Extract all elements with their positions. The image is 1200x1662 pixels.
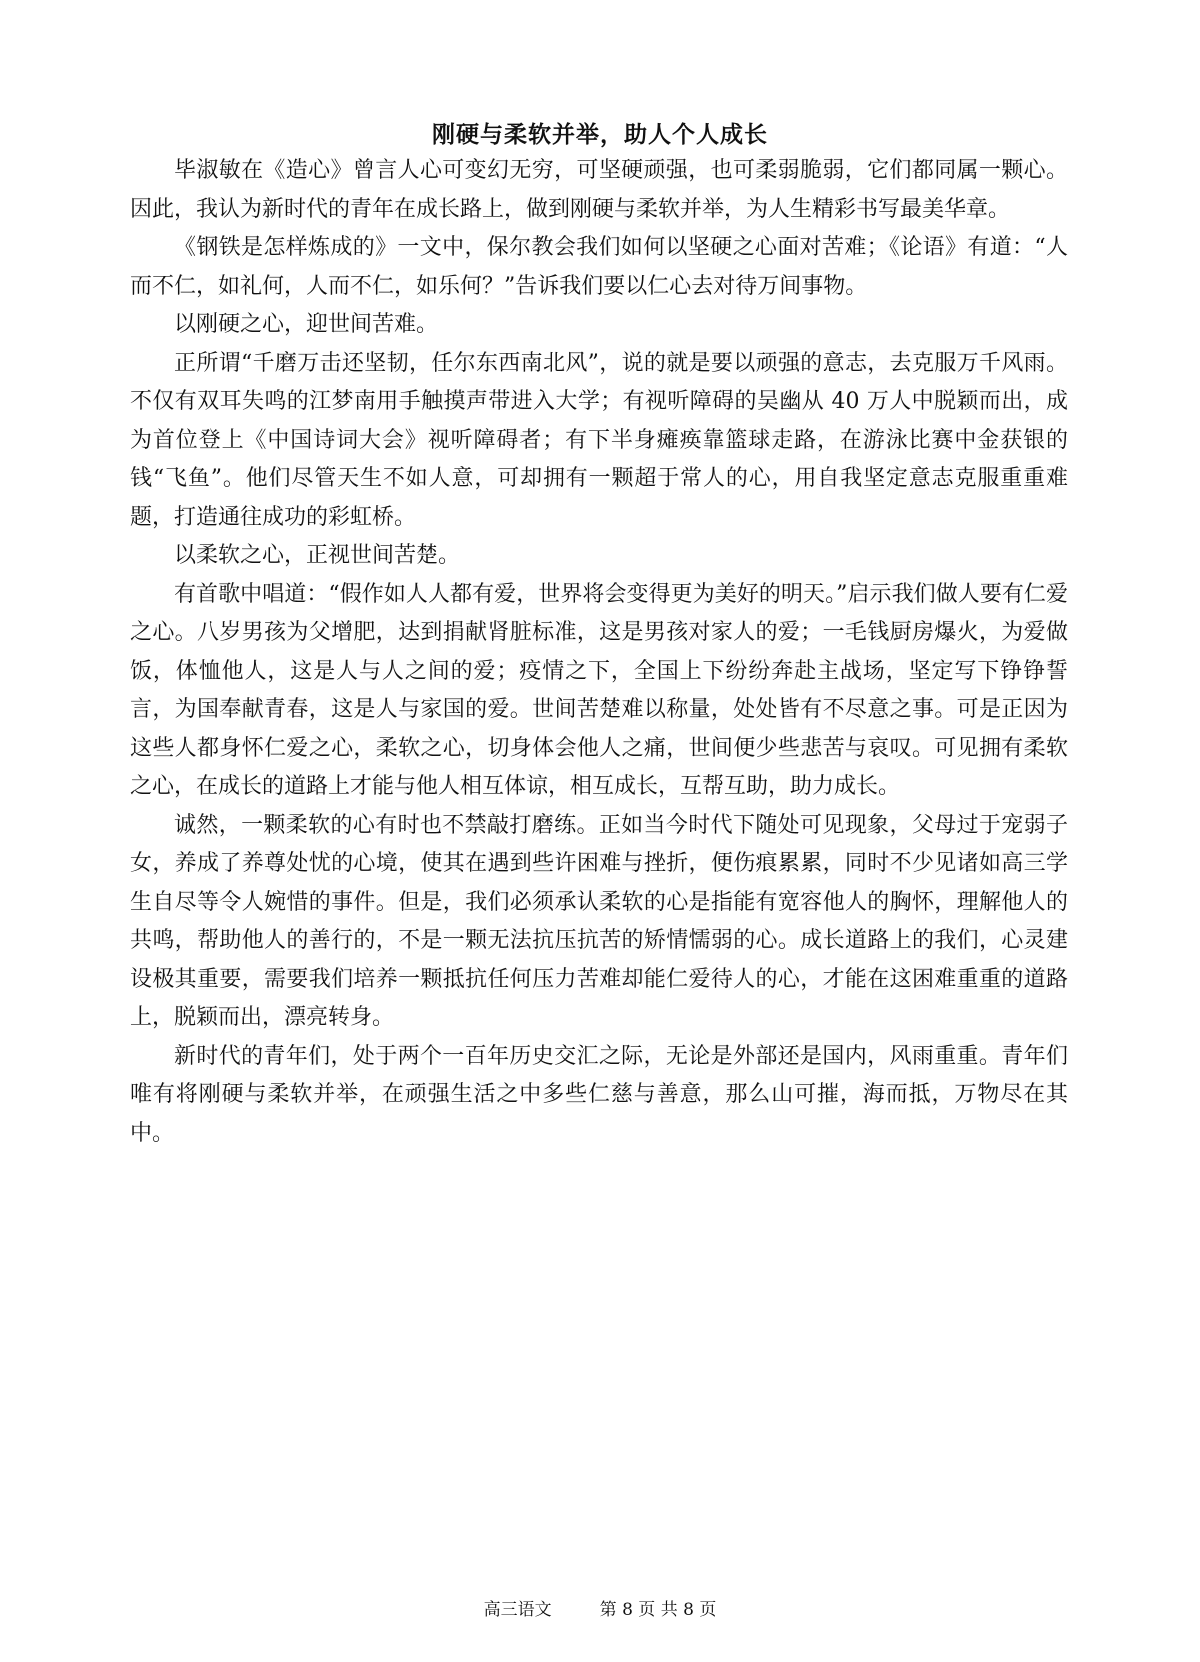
paragraph: 以刚硬之心，迎世间苦难。 [174, 312, 439, 337]
paragraph: 正所谓“千磨万击还坚韧，任尔东西南北风”，说的就是要以顽强的意志，去克服万千风雨。不仅有双耳失鸣的江梦南用手触摸声带进入大学；有视听障碍的吴幽从 40 万人中脱颖而出，成为首位登上《中国诗词大会》视听障碍者；有下半身瘫痪靠篮球走路，在游泳比赛中金获银的钱“飞鱼”。他们尽管天生不如人意，可却拥有一颗超于常人的心，用自我坚定意志克服重重难题，打造通往成功的彩虹桥。 [130, 350, 1068, 530]
paragraph: 毕淑敏在《造心》曾言人心可变幻无穷，可坚硬顽强，也可柔弱脆弱，它们都同属一颗心。因此，我认为新时代的青年在成长路上，做到刚硬与柔软并举，为人生精彩书写最美华章。 [130, 158, 1068, 222]
essay-title: 刚硬与柔软并举，助人个人成长 [432, 121, 768, 148]
paragraph: 《钢铁是怎样炼成的》一文中，保尔教会我们如何以坚硬之心面对苦难；《论语》有道：“人而不仁，如礼何，人而不仁，如乐何？”告诉我们要以仁心去对待万间事物。 [130, 235, 1068, 299]
paragraph: 有首歌中唱道：“假作如人人都有爱，世界将会变得更为美好的明天。”启示我们做人要有仁爱之心。八岁男孩为父增肥，达到捐献肾脏标准，这是男孩对家人的爱；一毛钱厨房爆火，为爱做饭，体恤他人，这是人与人之间的爱；疫情之下，全国上下纷纷奔赴主战场，坚定写下铮铮誓言，为国奉献青春，这是人与家国的爱。世间苦楚难以称量，处处皆有不尽意之事。可是正因为这些人都身怀仁爱之心，柔软之心，切身体会他人之痛，世间便少些悲苦与哀叹。可见拥有柔软之心，在成长的道路上才能与他人相互体谅，相互成长，互帮互助，助力成长。 [130, 581, 1068, 799]
page-footer [0, 1598, 1200, 1622]
footer-page-number: 第 8 页 共 8 页 [599, 1600, 717, 1620]
paragraph: 诚然，一颗柔软的心有时也不禁敲打磨练。正如当今时代下随处可见现象，父母过于宠弱子女，养成了养尊处忧的心境，使其在遇到些许困难与挫折，便伤痕累累，同时不少见诸如高三学生自尽等令人婉惜的事件。但是，我们必须承认柔软的心是指能有宽容他人的胸怀，理解他人的共鸣，帮助他人的善行的，不是一颗无法抗压抗苦的矫情懦弱的心。成长道路上的我们，心灵建设极其重要，需要我们培养一颗抵抗任何压力苦难却能仁爱待人的心，才能在这困难重重的道路上，脱颖而出，漂亮转身。 [130, 812, 1068, 1030]
footer-subject: 高三语文 [483, 1600, 552, 1620]
paragraph: 新时代的青年们，处于两个一百年历史交汇之际，无论是外部还是国内，风雨重重。青年们唯有将刚硬与柔软并举，在顽强生活之中多些仁慈与善意，那么山可摧，海而抵，万物尽在其中。 [130, 1043, 1068, 1146]
essay-body [130, 152, 1068, 1153]
paragraph: 以柔软之心，正视世间苦楚。 [174, 543, 461, 568]
